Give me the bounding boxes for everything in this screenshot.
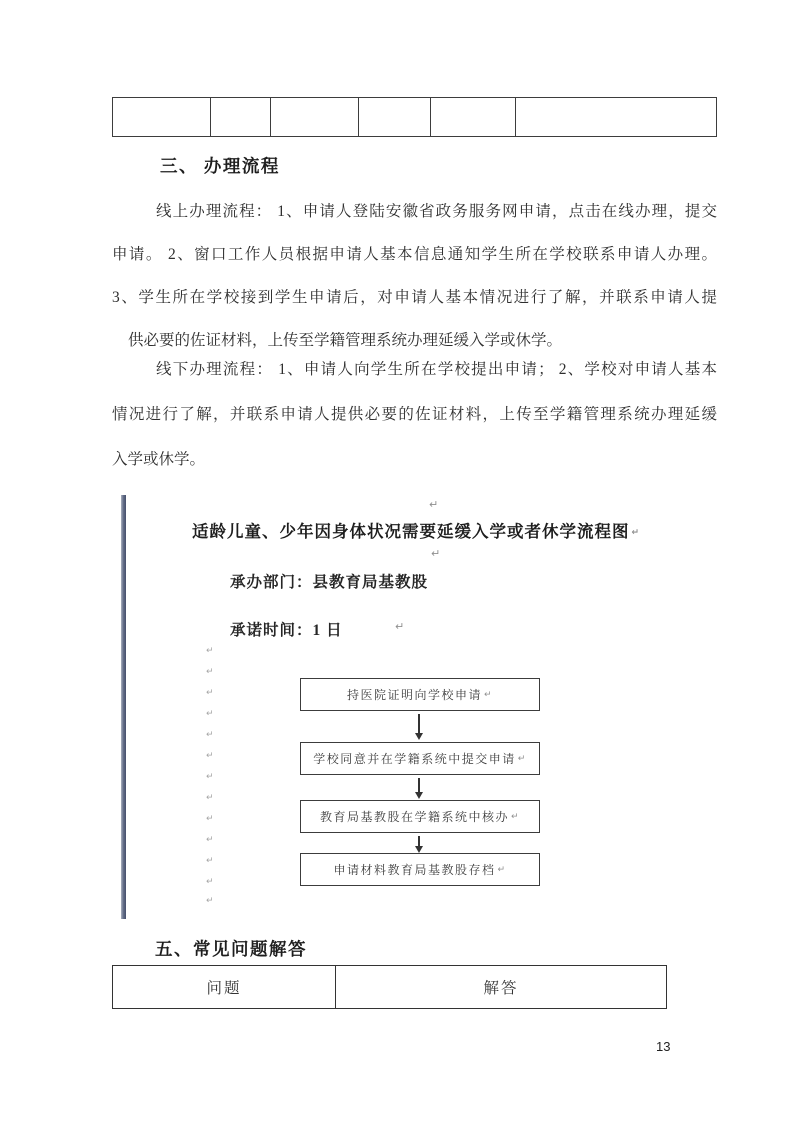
flow-step-bureau-review: [300, 800, 540, 833]
paragraph-mark-icon: ↵: [395, 620, 405, 633]
paragraph-line: 3、学生所在学校接到学生申请后，对申请人基本情况进行了解，并联系申请人提: [112, 289, 717, 306]
table-cell: [516, 98, 716, 136]
flowchart-title-text: 适龄儿童、少年因身体状况需要延缓入学或者休学流程图: [191, 522, 630, 541]
table-cell: [113, 98, 211, 136]
section5-heading: 五、常见问题解答: [155, 939, 307, 959]
paragraph-mark-icon: ↵: [206, 646, 214, 656]
section3-heading: 三、 办理流程: [160, 156, 280, 176]
paragraph-mark-icon: ↵: [631, 528, 641, 539]
paragraph-mark-icon: ↵: [497, 864, 507, 875]
paragraph-mark-icon: ↵: [206, 814, 214, 824]
paragraph-mark-icon: ↵: [431, 547, 441, 560]
paragraph-line: 供必要的佐证材料，上传至学籍管理系统办理延缓入学或休学。: [128, 332, 563, 349]
paragraph-mark-icon: ↵: [483, 689, 494, 700]
paragraph-line: 情况进行了解，并联系申请人提供必要的佐证材料，上传至学籍管理系统办理延缓: [112, 406, 717, 423]
empty-table: [112, 97, 717, 137]
table-cell: [211, 98, 271, 136]
table-cell: [431, 98, 516, 136]
table-cell: [359, 98, 431, 136]
flow-step-archive: [300, 853, 540, 886]
flow-step-apply: [300, 678, 540, 711]
paragraph-mark-icon: ↵: [510, 811, 521, 822]
paragraph-mark-icon: ↵: [429, 498, 439, 511]
qa-table: [112, 965, 667, 1009]
down-arrow-connector: [418, 778, 420, 793]
flow-step-school-submit: [300, 742, 540, 775]
table-cell: [271, 98, 359, 136]
flow-step-label: 学校同意并在学籍系统中提交申请: [313, 752, 516, 766]
flowchart-title: [128, 518, 704, 542]
promise-time-label: 承诺时间：1 日: [230, 622, 343, 639]
paragraph-mark-icon: ↵: [206, 709, 214, 719]
paragraph-mark-icon: ↵: [206, 772, 214, 782]
frame-left-bar: [121, 495, 126, 919]
paragraph-line: 入学或休学。: [112, 451, 206, 468]
paragraph-mark-icon: ↵: [517, 753, 527, 764]
flow-step-label: 申请材料教育局基教股存档: [333, 863, 496, 877]
paragraph-line: 线上办理流程： 1、申请人登陆安徽省政务服务网申请，点击在线办理，提交: [156, 203, 717, 220]
paragraph-mark-icon: ↵: [206, 835, 214, 845]
paragraph-mark-icon: ↵: [206, 667, 214, 677]
paragraph-mark-icon: ↵: [206, 856, 214, 866]
down-arrow-connector: [418, 714, 420, 734]
qa-header-answer: 解答: [483, 980, 519, 997]
paragraph-mark-icon: ↵: [206, 688, 214, 698]
paragraph-mark-icon: ↵: [206, 751, 214, 761]
paragraph-mark-icon: ↵: [206, 730, 214, 740]
page-number: 13: [656, 1039, 671, 1054]
online-process-paragraph: [112, 190, 717, 362]
flow-step-label: 持医院证明向学校申请: [346, 688, 482, 702]
flow-step-label: 教育局基教股在学籍系统中核办: [319, 810, 509, 824]
paragraph-line: 申请。 2、窗口工作人员根据申请人基本信息通知学生所在学校联系申请人办理。: [112, 246, 717, 263]
down-arrow-connector: [418, 836, 420, 847]
paragraph-line: 线下办理流程： 1、申请人向学生所在学校提出申请； 2、学校对申请人基本: [156, 361, 717, 378]
paragraph-mark-icon: ↵: [206, 793, 214, 803]
department-label: 承办部门：县教育局基教股: [230, 574, 429, 591]
paragraph-mark-icon: ↵: [206, 877, 214, 887]
paragraph-mark-icon: ↵: [206, 896, 214, 906]
qa-header-question: 问题: [113, 966, 336, 1008]
offline-process-paragraph: [112, 347, 717, 482]
